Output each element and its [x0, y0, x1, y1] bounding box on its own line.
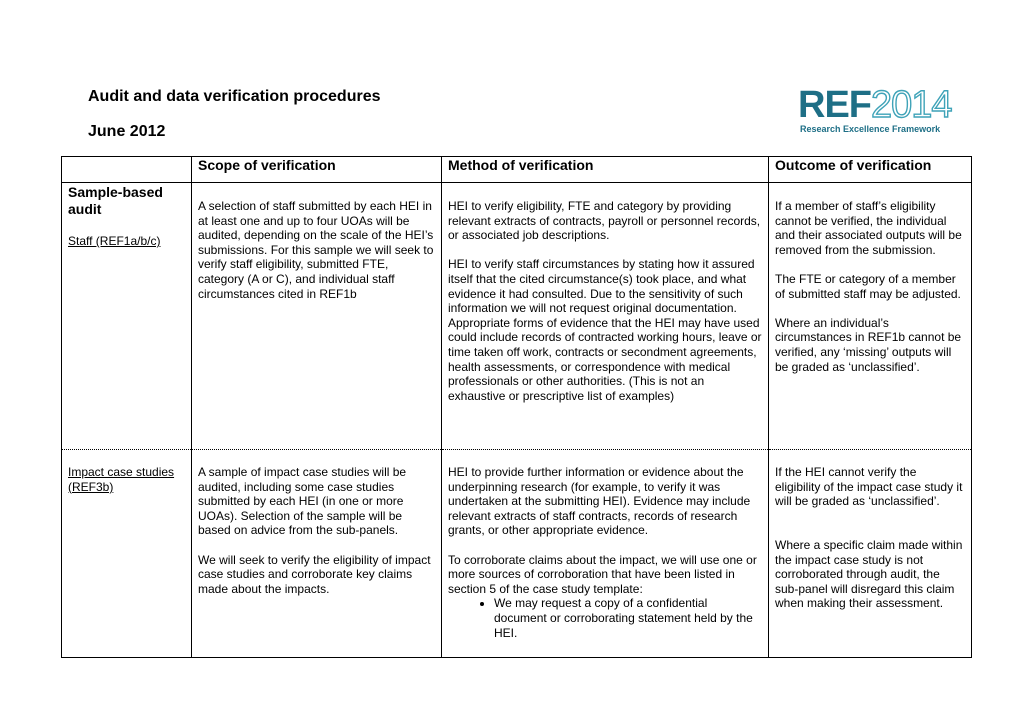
list-item: • We may request a copy of a confidential document or corroborating statement held by the HEI. — [494, 596, 762, 640]
scope-text: A selection of staff submitted by each HEI in at least one and up to four UOAs will be audited, depending on the scale of the HEI’s submissions. For this sample we will seek to verify staff eligibility, submitted FTE, category (A or C), and individual staff circumstances cited in REF1b — [198, 199, 434, 301]
impact-link[interactable]: Impact case studies (REF3b) — [68, 465, 175, 494]
scope-cell — [192, 183, 442, 450]
method-paragraph: HEI to verify staff circumstances by stating how it assured itself that the cited circumstance(s) took place, and what evidence it had consulted. Due to the sensitivity of such information we will not request original documentation. Appropriate forms of evidence that the HEI may have used could include records of contracted working hours, leave or time taken off work, contracts or secondment agreements, health assessments, or correspondence with medical professionals or other authorities. (This is not an exhaustive or prescriptive list of examples) — [448, 257, 762, 403]
scope-paragraph: We will seek to verify the eligibility of impact case studies and corroborate key claims made about the impacts. — [198, 552, 431, 596]
header-cell-outcome: Outcome of verification — [769, 157, 972, 183]
outcome-cell — [769, 183, 972, 450]
logo-wordmark: REF2014 — [798, 84, 952, 126]
method-paragraph: To corroborate claims about the impact, we will use one or more sources of corroboration that have been listed in section 5 of the case study template: — [448, 552, 757, 596]
document-title: Audit and data verification procedures — [88, 88, 381, 105]
table-header-row — [62, 157, 972, 183]
scope-cell — [192, 450, 442, 658]
ref2014-logo — [798, 84, 952, 138]
scope-paragraph: A sample of impact case studies will be audited, including some case studies submitted by each HEI (in one or more UOAs). Selection of the sample will be based on advice from the sub-panels. — [198, 465, 407, 538]
method-paragraph: HEI to provide further information or evidence about the underpinning research (for example, to verify it was undertaken at the submitting HEI). Evidence may include relevant extracts of staff contracts, records of research grants, or other appropriate evidence. — [448, 465, 751, 538]
outcome-paragraph: Where a specific claim made within the impact case study is not corroborated through audit, the sub-panel will disregard this claim when making their assessment. — [775, 537, 963, 611]
method-bullet-list — [448, 596, 762, 640]
row-label-cell — [62, 183, 192, 450]
header-cell-empty — [62, 157, 192, 183]
header-cell-scope: Scope of verification — [192, 157, 442, 183]
outcome-paragraph: The FTE or category of a member of submitted staff may be adjusted. — [775, 271, 961, 301]
table-row-staff — [62, 183, 972, 450]
table-row-impact — [62, 450, 972, 658]
row-label-cell — [62, 450, 192, 658]
header-cell-method: Method of verification — [442, 157, 769, 183]
method-cell — [442, 450, 769, 658]
method-cell — [442, 183, 769, 450]
verification-table — [61, 156, 972, 658]
outcome-paragraph: If a member of staff’s eligibility cannot be verified, the individual and their associated outputs will be removed from the submission. — [775, 199, 962, 257]
outcome-cell — [769, 450, 972, 658]
outcome-paragraph: If the HEI cannot verify the eligibility of the impact case study it will be graded as ‘unclassified’. — [775, 465, 963, 509]
outcome-paragraph: Where an individual’s circumstances in REF1b cannot be verified, any ‘missing’ outputs will be graded as ‘unclassified’. — [775, 315, 962, 374]
method-paragraph: HEI to verify eligibility, FTE and category by providing relevant extracts of contracts, payroll or personnel records, or associated job descriptions. — [448, 199, 761, 243]
logo-tagline: Research Excellence Framework — [800, 124, 941, 134]
row-heading: Sample-based audit — [68, 184, 163, 217]
staff-link[interactable]: Staff (REF1a/b/c) — [68, 234, 161, 248]
document-date: June 2012 — [88, 123, 166, 140]
